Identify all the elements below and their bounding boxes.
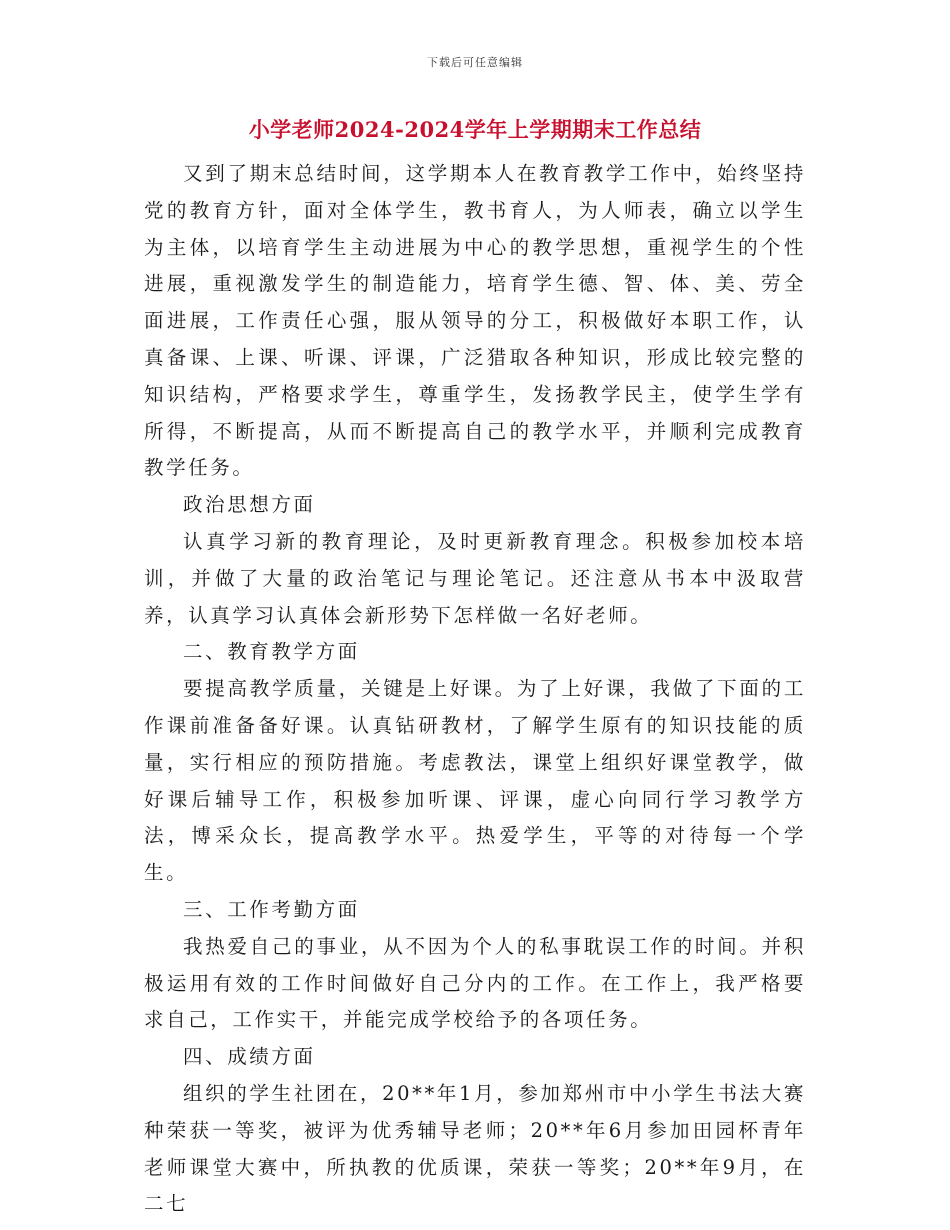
section-heading-teaching: 二、教育教学方面 bbox=[183, 640, 360, 664]
section-heading-political: 政治思想方面 bbox=[183, 493, 316, 517]
document-title: 小学老师2024-2024学年上学期期末工作总结 bbox=[248, 117, 702, 142]
paragraph-attendance: 我热爱自己的事业，从不因为个人的私事耽误工作的时间。并积极运用有效的工作时间做好自己分内的工作。在工作上，我严格要求自己，工作实干，并能完成学校给予的各项任务。 bbox=[144, 934, 806, 1032]
paragraph-teaching: 要提高教学质量，关键是上好课。为了上好课，我做了下面的工作课前准备备好课。认真钻研教材，了解学生原有的知识技能的质量，实行相应的预防措施。考虑教法，课堂上组织好课堂教学，做好课后辅导工作，积极参加听课、评课，虚心向同行学习教学方法，博采众长，提高教学水平。热爱学生，平等的对待每一个学生。 bbox=[144, 677, 806, 885]
section-heading-achievements: 四、成绩方面 bbox=[183, 1045, 316, 1069]
document-body bbox=[144, 156, 806, 1223]
paragraph-intro: 又到了期末总结时间，这学期本人在教育教学工作中，始终坚持党的教育方针，面对全体学生，教书育人，为人师表，确立以学生为主体，以培育学生主动进展为中心的教学思想，重视学生的个性进展，重视激发学生的制造能力，培育学生德、智、体、美、劳全面进展，工作责任心强，服从领导的分工，积极做好本职工作，认真备课、上课、听课、评课，广泛猎取各种知识，形成比较完整的知识结构，严格要求学生，尊重学生，发扬教学民主，使学生学有所得，不断提高，从而不断提高自己的教学水平，并顺利完成教育教学任务。 bbox=[144, 162, 806, 480]
paragraph-political: 认真学习新的教育理论，及时更新教育理念。积极参加校本培训，并做了大量的政治笔记与理论笔记。还注意从书本中汲取营养，认真学习认真体会新形势下怎样做一名好老师。 bbox=[144, 529, 806, 627]
paragraph-achievements: 组织的学生社团在，20**年1月，参加郑州市中小学生书法大赛种荣获一等奖，被评为优秀辅导老师；20**年6月参加田园杯青年老师课堂大赛中，所执教的优质课，荣获一等奖；20**年9月，在二七 bbox=[144, 1081, 806, 1216]
section-heading-attendance: 三、工作考勤方面 bbox=[183, 897, 360, 921]
header-note: 下载后可任意编辑 bbox=[427, 56, 523, 69]
